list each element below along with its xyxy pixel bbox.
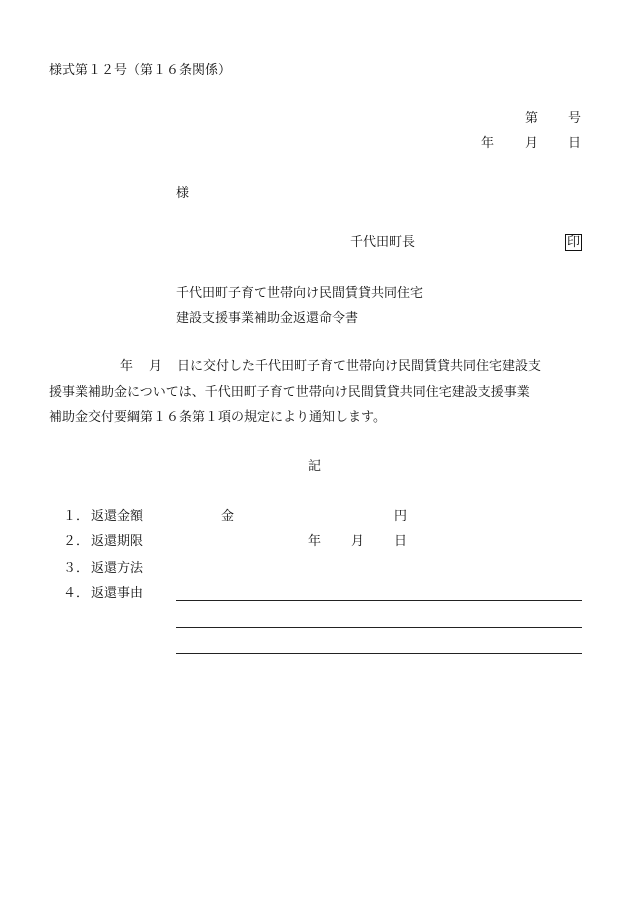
seal-mark: 印 <box>567 235 581 250</box>
body-year: 年 <box>120 359 134 374</box>
item-2-day: 日 <box>394 534 408 549</box>
item-2-number: ２． <box>63 534 90 549</box>
item-3-label: 返還方法 <box>91 561 144 576</box>
addressee-suffix: 様 <box>176 186 190 201</box>
doc-number-dai: 第 <box>525 111 539 126</box>
item-4-number: ４． <box>63 586 90 601</box>
reason-line-3 <box>176 653 582 654</box>
item-1-suffix: 円 <box>394 509 408 524</box>
reason-line-2 <box>176 627 582 628</box>
date-year: 年 <box>481 136 495 151</box>
title-line-1: 千代田町子育て世帯向け民間賃貸共同住宅 <box>176 286 424 301</box>
doc-number-go: 号 <box>568 111 582 126</box>
title-line-2: 建設支援事業補助金返還命令書 <box>176 311 359 326</box>
item-3-number: ３． <box>63 561 90 576</box>
item-1-prefix: 金 <box>221 509 235 524</box>
body-line-3: 補助金交付要綱第１６条第１項の規定により通知します。 <box>49 410 386 425</box>
item-1-number: １． <box>63 509 90 524</box>
item-4-label: 返還事由 <box>91 586 144 601</box>
form-number: 様式第１２号（第１６条関係） <box>49 63 232 78</box>
item-2-label: 返還期限 <box>91 534 144 549</box>
body-line-2: 援事業補助金については、千代田町子育て世帯向け民間賃貸共同住宅建設支援事業 <box>49 385 530 400</box>
issuer: 千代田町長 <box>350 235 416 250</box>
date-month: 月 <box>525 136 539 151</box>
reason-line-1 <box>176 600 582 601</box>
item-1-label: 返還金額 <box>91 509 144 524</box>
item-2-year: 年 <box>308 534 322 549</box>
item-2-month: 月 <box>351 534 365 549</box>
body-month: 月 <box>149 359 163 374</box>
body-line-1: 日に交付した千代田町子育て世帯向け民間賃貸共同住宅建設支 <box>177 359 542 374</box>
ki-heading: 記 <box>308 459 322 474</box>
date-day: 日 <box>568 136 582 151</box>
